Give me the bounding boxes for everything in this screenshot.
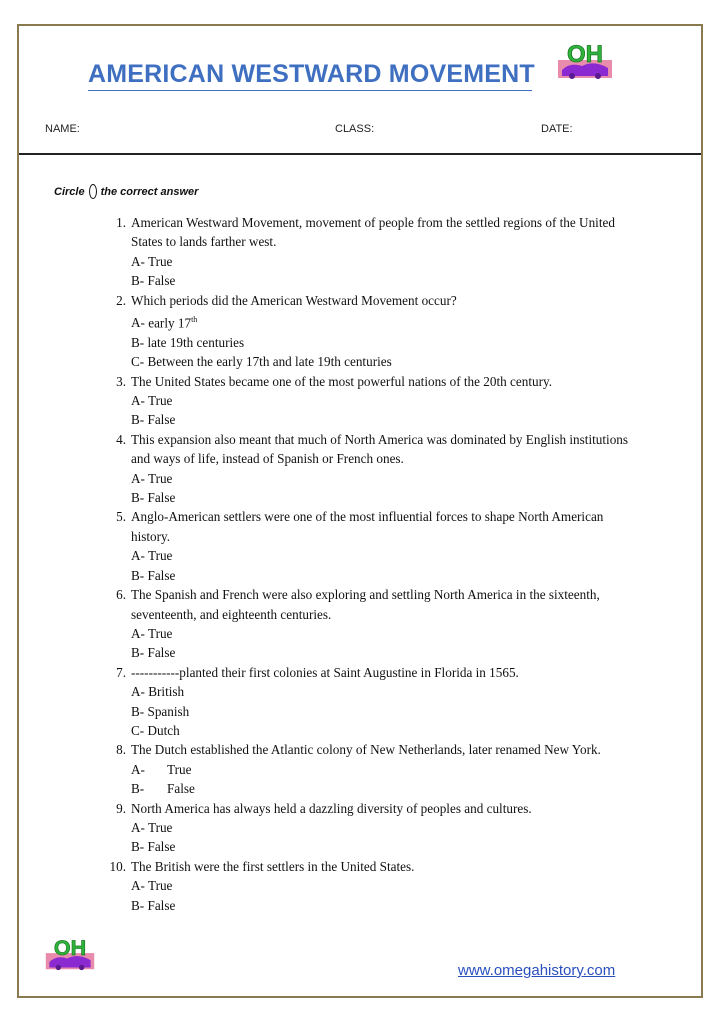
question-number: 10. [109, 858, 126, 874]
option-text: False [167, 781, 195, 797]
answer-option[interactable] [104, 643, 644, 662]
option-letter: A- [131, 315, 145, 331]
option-letter: A- [131, 878, 145, 894]
question-number: 6. [116, 587, 126, 603]
option-letter: B- [131, 645, 145, 661]
question-item [104, 430, 644, 469]
option-letter: A- [131, 393, 145, 409]
answer-option[interactable] [104, 566, 644, 585]
question-number: 1. [116, 215, 126, 230]
option-text: False [147, 412, 176, 428]
question-text: This expansion also meant that much of North America was dominated by English institutions and ways of life, instead of Spanish or French ones. [131, 431, 629, 467]
answer-option[interactable] [104, 721, 644, 740]
question-text: The Spanish and French were also exploring and settling North America in the sixteenth, seventeenth, and eighteenth centuries. [131, 587, 600, 622]
option-letter: A- [131, 761, 145, 777]
option-text: True [147, 548, 173, 564]
answer-option[interactable] [104, 702, 644, 721]
question-text: -----------planted their first colonies at Saint Augustine in Florida in 1565. [131, 664, 519, 680]
option-text: British [148, 684, 185, 700]
question-number: 2. [116, 292, 126, 308]
option-text: False [147, 897, 176, 913]
option-letter: A- [131, 253, 145, 269]
question-number: 7. [116, 664, 126, 680]
option-text: True [147, 878, 173, 894]
answer-option[interactable] [104, 896, 644, 915]
answer-option[interactable] [104, 352, 644, 371]
answer-option[interactable] [104, 779, 644, 798]
answer-option[interactable] [104, 682, 644, 701]
option-text: Dutch [147, 722, 180, 738]
option-letter: A- [131, 548, 145, 564]
option-text: late 19th centuries [147, 334, 245, 350]
option-text: True [147, 393, 173, 409]
option-text: True [147, 625, 173, 641]
instruction-text-before: Circle [54, 185, 85, 198]
question-item [104, 857, 644, 876]
question-item [104, 372, 644, 391]
option-text: True [167, 761, 192, 777]
answer-option[interactable] [104, 837, 644, 856]
omega-history-logo-icon [556, 40, 614, 82]
question-number: 8. [116, 742, 126, 758]
instructions [54, 184, 198, 199]
option-text: False [147, 490, 176, 506]
question-item [104, 213, 644, 252]
option-letter: B- [131, 334, 145, 350]
answer-option[interactable] [104, 546, 644, 565]
option-text: False [147, 839, 176, 855]
footer-website-link[interactable]: www.omegahistory.com [458, 962, 616, 979]
option-letter: B- [131, 567, 145, 583]
answer-option[interactable] [104, 760, 644, 779]
question-number: 3. [116, 373, 126, 389]
option-letter: B- [131, 273, 145, 289]
option-letter: B- [131, 703, 145, 719]
answer-option[interactable] [104, 333, 644, 352]
question-item [104, 585, 644, 624]
header-divider [19, 153, 701, 155]
answer-option[interactable] [104, 252, 644, 271]
omega-history-logo-footer-icon [44, 934, 96, 974]
question-item [104, 663, 644, 682]
question-text: American Westward Movement, movement of people from the settled regions of the United States to lands farther west. [131, 215, 615, 250]
class-field-label: CLASS: [335, 123, 375, 135]
question-item [104, 507, 644, 546]
instruction-text-after: the correct answer [100, 185, 199, 198]
option-text: False [147, 567, 176, 583]
question-text: The United States became one of the most powerful nations of the 20th century. [131, 373, 553, 389]
option-letter: B- [131, 897, 145, 913]
answer-option[interactable] [104, 310, 644, 333]
question-item [104, 799, 644, 818]
option-letter: B- [131, 412, 145, 428]
option-letter: A- [131, 819, 145, 835]
answer-option[interactable] [104, 488, 644, 507]
option-text: True [147, 253, 173, 269]
question-item [104, 291, 644, 310]
option-text: Between the early 17th and late 19th centuries [147, 354, 392, 370]
option-text: Spanish [147, 703, 190, 719]
question-item [104, 740, 644, 759]
logo-text: OH [567, 41, 603, 68]
option-letter: A- [131, 470, 145, 486]
answer-option[interactable] [104, 391, 644, 410]
question-number: 4. [116, 431, 126, 447]
question-number: 5. [116, 509, 126, 525]
logo-text: OH [53, 935, 87, 960]
date-field-label: DATE: [541, 123, 573, 135]
option-letter: A- [131, 625, 145, 641]
option-letter: B- [131, 490, 145, 506]
option-letter: A- [131, 684, 145, 700]
option-superscript: th [191, 315, 198, 325]
question-list [104, 213, 644, 915]
question-text: Anglo-American settlers were one of the most influential forces to shape North American history. [131, 509, 604, 544]
name-field-label: NAME: [45, 123, 80, 135]
option-text: False [147, 645, 176, 661]
answer-option[interactable] [104, 818, 644, 837]
answer-option[interactable] [104, 876, 644, 895]
question-text: The Dutch established the Atlantic colony of New Netherlands, later renamed New York. [131, 742, 601, 758]
question-text: The British were the first settlers in the United States. [131, 858, 415, 874]
title-underline [88, 90, 532, 91]
option-letter: B- [131, 839, 145, 855]
option-text: True [147, 819, 173, 835]
option-text: True [147, 470, 173, 486]
circle-oval-icon [89, 184, 97, 199]
option-letter: C- [131, 354, 145, 370]
question-text: Which periods did the American Westward Movement occur? [131, 292, 457, 308]
page-title: AMERICAN WESTWARD MOVEMENT [88, 60, 535, 88]
answer-option[interactable] [104, 469, 644, 488]
answer-option[interactable] [104, 271, 644, 290]
question-number: 9. [116, 800, 126, 816]
option-letter: B- [131, 781, 145, 797]
question-text: North America has always held a dazzling diversity of peoples and cultures. [131, 800, 532, 816]
answer-option[interactable] [104, 624, 644, 643]
option-text: False [147, 273, 176, 289]
answer-option[interactable] [104, 410, 644, 429]
option-letter: C- [131, 722, 145, 738]
option-text: early 17 [148, 315, 192, 331]
